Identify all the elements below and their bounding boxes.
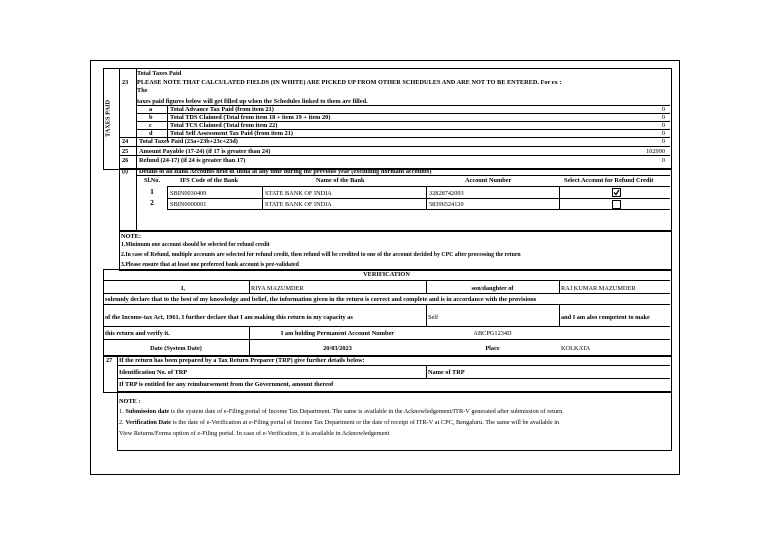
bank-row-1-sl: 1	[150, 187, 154, 196]
item-b-label: Total TDS Claimed (Total from item 18 + item 19 + item 20)	[170, 114, 331, 121]
row-26-label: Refund (24-17) (if 24 is greater than 17)	[139, 157, 246, 164]
bank-row-1-name: STATE BANK OF INDIA	[265, 190, 332, 197]
row-25-label: Amount Payable (17-24) (if 17 is greater than 24)	[139, 148, 271, 155]
taxes-paid-side-label: TAXES PAID	[104, 99, 112, 138]
row-25-value: 102990	[646, 148, 665, 155]
row-25-num: 25	[122, 148, 129, 155]
bank-header-ifs: IFS Code of the Bank	[180, 177, 239, 184]
taxes-note-line2: The	[137, 87, 148, 94]
bank-header-sl: Sl.No.	[143, 177, 161, 184]
item-a-value: 0	[661, 106, 665, 113]
bank-row-2-ifs: SBIN0000001	[170, 201, 207, 208]
trp-reimbursement-label: If TRP is entitled for any reimbursement from the Government, amount thereof	[119, 381, 334, 388]
bank-header-select: Select Account for Refund Credit	[564, 177, 654, 184]
bottom-note-line-3: View Returns/Forms option of e-Filing portal. In case of e-Verification, it is available in Acknowledgement	[119, 430, 390, 437]
item-c-label: Total TCS Claimed (Total from item 22)	[170, 122, 278, 129]
refund-note-line-1: 1.Minimum one account should be selected for refund credit	[121, 242, 270, 248]
bank-row-2-select-checkbox[interactable]	[612, 200, 621, 209]
trp-num: 27	[106, 357, 113, 364]
relation-label: son/daughter of	[471, 285, 514, 292]
refund-note-line-2: 2.In case of Refund, multiple accounts are selected for refund credit, then refund will be credited to one of the account decided by CPC after processing the return	[121, 252, 521, 258]
date-label: Date (System Date)	[150, 345, 202, 352]
verification-title: VERIFICATION	[363, 271, 410, 278]
checkmark-icon	[613, 189, 620, 196]
verification-i-label: I,	[180, 285, 186, 292]
declaration-text: solemnly declare that to the best of my knowledge and belief, the information given in the return is correct and complete and is in accordance with the provisions	[105, 296, 537, 303]
place-value: KOLKATA	[561, 345, 591, 352]
item-c-value: 0	[661, 122, 665, 129]
date-value: 20/03/2023	[323, 345, 352, 352]
bank-row-1-acct: 32828742093	[429, 190, 464, 197]
bottom-note-line-2: 2. Verification Date is the date of e-Verification at e-Filing portal of Income Tax Department or the date of receipt of ITR-V at CPC, Bengaluru. The same will be available in	[119, 419, 560, 426]
bank-num: (i)	[122, 168, 128, 175]
pan-label: I am holding Permanent Account Number	[280, 330, 395, 337]
bank-row-1-select-checkbox[interactable]	[612, 188, 621, 197]
total-taxes-paid-title: Total Taxes Paid	[137, 70, 182, 77]
taxes-note-line1: PLEASE NOTE THAT CALCULATED FIELDS (IN WHITE) ARE PICKED UP FROM OTHER SCHEDULES AND ARE NOT TO BE ENTERED. For ex :	[137, 79, 562, 86]
bank-row-2-sl: 2	[150, 198, 154, 207]
verifier-name: RIYA MAZUMDER	[251, 285, 304, 292]
competent-text: and I am also competent to make	[561, 314, 650, 321]
row-24-num: 24	[122, 138, 129, 145]
trp-name-label: Name of TRP	[428, 369, 465, 376]
item-d-label: Total Self Assessment Tax Paid (from item 21)	[170, 130, 293, 137]
taxes-note-line3: taxes paid figures below will get filled up when the Schedules linked to them are filled.	[137, 98, 368, 105]
bank-row-2-name: STATE BANK OF INDIA	[265, 201, 332, 208]
refund-note-title: NOTE:	[121, 233, 141, 240]
bank-row-2-acct: 58396524120	[429, 201, 464, 208]
item-b-code: b	[149, 114, 153, 121]
row-24-label: Total Taxes Paid (23a+23b+23c+23d)	[139, 138, 238, 145]
item-c-code: c	[149, 122, 152, 129]
bottom-note-line-1: 1. Submission date is the system date of e-Filing portal of Income Tax Department. The same is available in the Acknowledgement/ITR-V generated after submission of return.	[119, 408, 564, 415]
verify-text: this return and verify it.	[105, 330, 170, 337]
act-text: of the Income-tax Act, 1961. I further declare that I am making this return in my capacity as	[105, 314, 353, 321]
bottom-note-title: NOTE :	[119, 398, 141, 405]
bank-header-acct: Account Number	[465, 177, 512, 184]
trp-title: If the return has been prepared by a Tax Return Preparer (TRP) give further details below:	[119, 357, 365, 364]
row-24-value: 0	[661, 138, 665, 145]
side-divider	[119, 68, 120, 169]
bank-row-1-ifs: SBIN0030409	[170, 190, 207, 197]
bank-header-name: Name of the Bank	[316, 177, 365, 184]
pan-value: ABCPG1234D	[473, 330, 512, 337]
row-26-num: 26	[122, 157, 129, 164]
row-23-num: 23	[122, 79, 129, 86]
item-d-code: d	[149, 130, 153, 137]
refund-note-line-3: 3.Please ensure that at least one preferred bank account is pre-validated	[121, 262, 299, 268]
item-b-value: 0	[661, 114, 665, 121]
item-a-code: a	[149, 106, 153, 113]
trp-id-label: Identification No. of TRP	[119, 369, 188, 376]
verification-section	[103, 269, 672, 357]
item-a-label: Total Advance Tax Paid (from item 21)	[170, 106, 274, 113]
bank-title: Details of all Bank Accounts held in India at any time during the previous year (excluding dormant accounts)	[139, 168, 432, 175]
father-name: RAJ KUMAR MAZUMDER	[561, 285, 636, 292]
place-label: Place	[485, 345, 500, 352]
row-26-value: 0	[661, 157, 665, 164]
item-d-value: 0	[661, 130, 665, 137]
capacity-value: Self	[428, 314, 439, 321]
